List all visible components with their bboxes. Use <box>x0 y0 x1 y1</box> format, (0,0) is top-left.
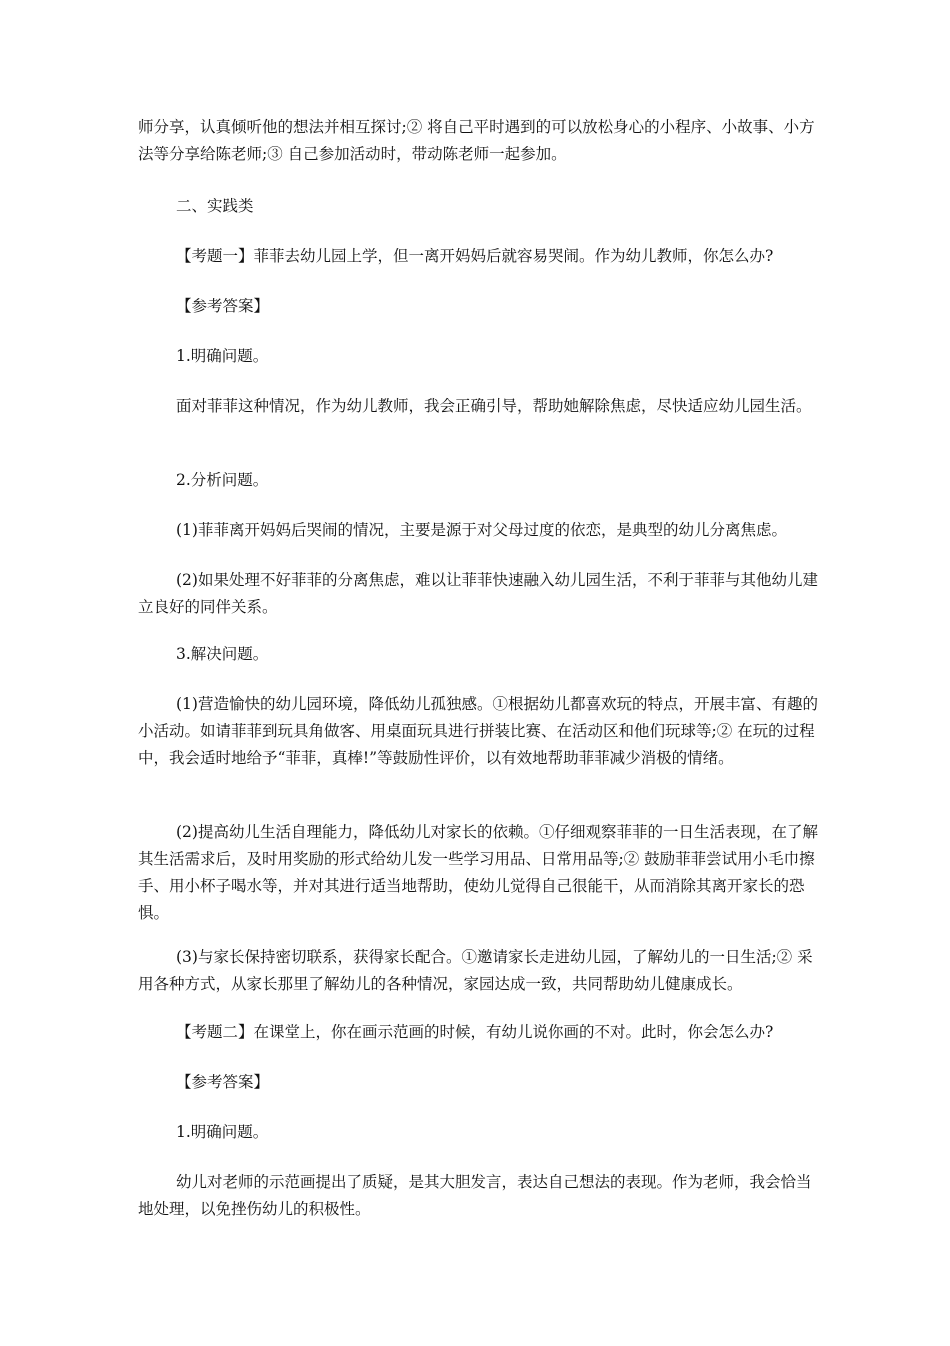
step-analyze: 2.分析问题。 <box>176 471 269 489</box>
step-clarify-1: 1.明确问题。 <box>176 347 269 365</box>
solve-point-1: (1)营造愉快的幼儿园环境，降低幼儿孤独感。①根据幼儿都喜欢玩的特点，开展丰富、有趣的小活动。如请菲菲到玩具角做客、用桌面玩具进行拼装比赛、在活动区和他们玩球等;② 在玩的过程中，我会适时地给予“菲菲，真棒!”等鼓励性评价，以有效地帮助菲菲减少消极的情绪。 <box>138 695 818 767</box>
section-heading-practice: 二、实践类 <box>176 197 254 215</box>
analyze-point-1: (1)菲菲离开妈妈后哭闹的情况，主要是源于对父母过度的依恋，是典型的幼儿分离焦虑。 <box>176 521 787 539</box>
question-1: 【考题一】菲菲去幼儿园上学，但一离开妈妈后就容易哭闹。作为幼儿教师，你怎么办? <box>176 247 774 265</box>
step-clarify-2: 1.明确问题。 <box>176 1123 269 1141</box>
answer-heading-2: 【参考答案】 <box>176 1073 270 1091</box>
question-2: 【考题二】在课堂上，你在画示范画的时候，有幼儿说你画的不对。此时，你会怎么办? <box>176 1023 774 1041</box>
analyze-point-2: (2)如果处理不好菲菲的分离焦虑，难以让菲菲快速融入幼儿园生活，不利于菲菲与其他幼儿建立良好的同伴关系。 <box>138 571 818 616</box>
answer-heading-1: 【参考答案】 <box>176 297 270 315</box>
paragraph-clarify-2: 幼儿对老师的示范画提出了质疑，是其大胆发言，表达自己想法的表现。作为老师，我会恰当地处理，以免挫伤幼儿的积极性。 <box>138 1173 812 1218</box>
step-solve: 3.解决问题。 <box>176 645 269 663</box>
solve-point-3: (3)与家长保持密切联系，获得家长配合。①邀请家长走进幼儿园，了解幼儿的一日生活;② 采用各种方式，从家长那里了解幼儿的各种情况，家园达成一致，共同帮助幼儿健康成长。 <box>138 948 813 993</box>
paragraph-clarify-1: 面对菲菲这种情况，作为幼儿教师，我会正确引导，帮助她解除焦虑，尽快适应幼儿园生活。 <box>176 397 812 415</box>
paragraph-continuation: 师分享，认真倾听他的想法并相互探讨;② 将自己平时遇到的可以放松身心的小程序、小故事、小方法等分享给陈老师;③ 自己参加活动时，带动陈老师一起参加。 <box>138 118 815 163</box>
solve-point-2: (2)提高幼儿生活自理能力，降低幼儿对家长的依赖。①仔细观察菲菲的一日生活表现，在了解其生活需求后，及时用奖励的形式给幼儿发一些学习用品、日常用品等;② 鼓励菲菲尝试用小毛巾擦手、用小杯子喝水等，并对其进行适当地帮助，使幼儿觉得自己很能干，从而消除其离开家长的恐惧。 <box>138 823 818 922</box>
